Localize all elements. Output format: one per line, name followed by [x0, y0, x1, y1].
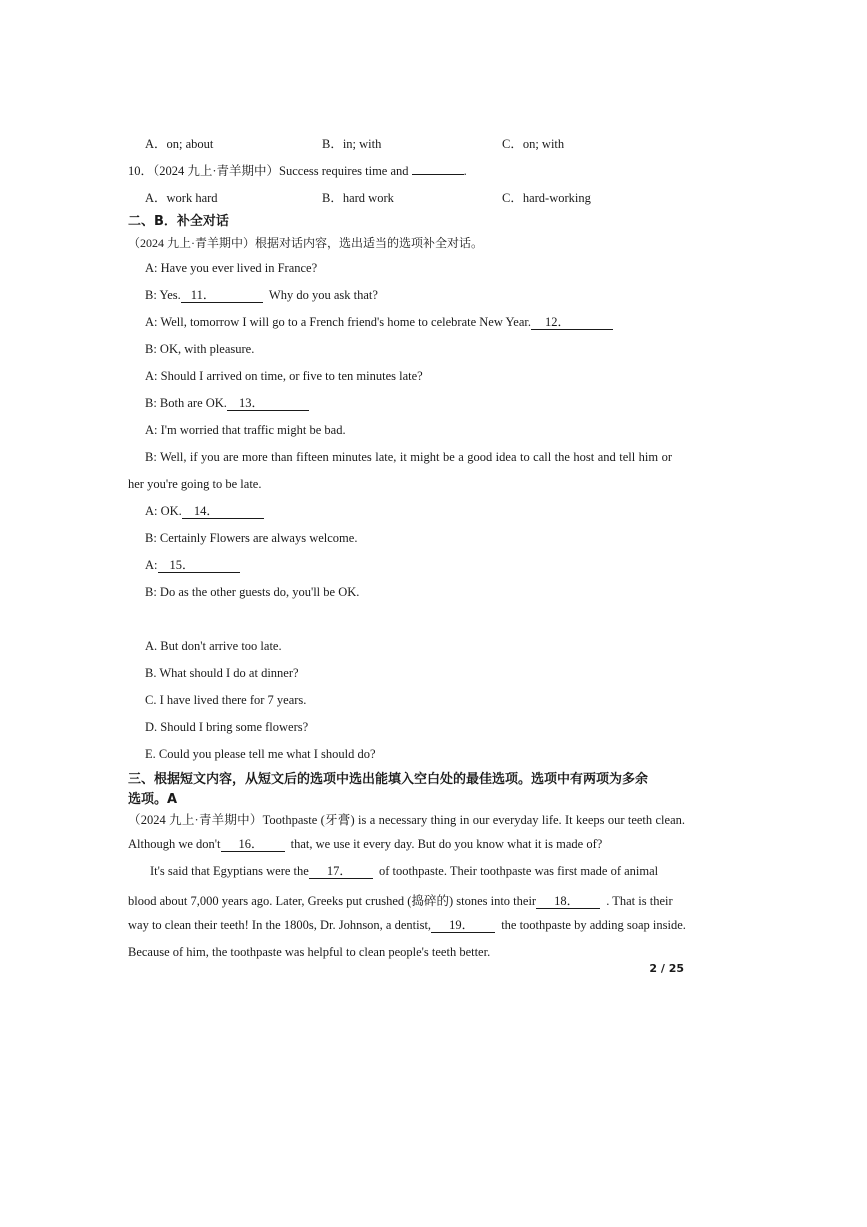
passage-text: of toothpaste. Their toothpaste was first made of animal: [378, 864, 659, 878]
dialog-text: A: Well, tomorrow I will go to a French friend's home to celebrate New Year.: [145, 315, 531, 329]
passage-line-2: [128, 837, 602, 852]
passage-text: blood about 7,000 years ago. Later, Greeks put crushed (捣碎的) stones into their: [128, 894, 537, 908]
answer-blank-15: 15．: [158, 559, 240, 573]
passage-line-4: [128, 891, 673, 909]
q10-option-c: C．hard-working: [502, 191, 591, 205]
answer-blank-18: 18．: [536, 895, 600, 909]
q10-stem-prefix: 10．（2024 九上·青羊期中）Success requires time and: [128, 164, 409, 178]
answer-blank-13: 13．: [227, 397, 309, 411]
option-a: A. But don't arrive too late.: [145, 639, 282, 653]
option-d: D. Should I bring some flowers?: [145, 720, 309, 734]
q10-stem: [128, 161, 467, 179]
q9-option-a: A．on; about: [145, 137, 214, 151]
section3-title-line1: 三、根据短文内容，从短文后的选项中选出能填入空白处的最佳选项。选项中有两项为多余: [128, 772, 649, 787]
dialog-text: A: OK.: [145, 504, 182, 518]
dialog-line-2: [145, 288, 378, 303]
answer-blank-17: 17．: [309, 865, 373, 879]
passage-line-3: [150, 864, 658, 879]
passage-text: the toothpaste by adding soap inside.: [501, 918, 686, 932]
dialog-line-11: [145, 558, 240, 573]
section2-title: 二、B．补全对话: [128, 214, 229, 229]
answer-blank-16: 16．: [221, 838, 285, 852]
dialog-text: Why do you ask that?: [268, 288, 378, 302]
dialog-text: B: Yes.: [145, 288, 181, 302]
passage-text: way to clean their teeth! In the 1800s, Dr. Johnson, a dentist,: [128, 918, 432, 932]
dialog-text: B: Both are OK.: [145, 396, 227, 410]
answer-blank-14: 14．: [182, 505, 264, 519]
section2-intro: （2024 九上·青羊期中）根据对话内容，选出适当的选项补全对话。: [128, 236, 483, 250]
dialog-line-6: [145, 396, 309, 411]
answer-blank-11: 11．: [181, 289, 263, 303]
passage-line-1: （2024 九上·青羊期中）Toothpaste (牙膏) is a necessary thing in our everyday life. It keeps our teeth clean.: [128, 813, 685, 827]
q10-stem-suffix: .: [463, 164, 467, 178]
dialog-line-5: A: Should I arrived on time, or five to ten minutes late?: [145, 369, 423, 383]
dialog-line-9: [145, 504, 264, 519]
option-c: C. I have lived there for 7 years.: [145, 693, 307, 707]
q9-option-c: C．on; with: [502, 137, 565, 151]
dialog-line-7: A: I'm worried that traffic might be bad.: [145, 423, 346, 437]
dialog-line-3: [145, 315, 613, 330]
q10-option-b: B．hard work: [322, 191, 394, 205]
passage-text: . That is their: [606, 894, 673, 908]
page-number: 2 / 25: [649, 962, 684, 975]
passage-text: It's said that Egyptians were the: [150, 864, 309, 878]
q9-option-b: B．in; with: [322, 137, 382, 151]
dialog-text: A:: [145, 558, 158, 572]
answer-blank-19: 19．: [431, 919, 495, 933]
dialog-line-8a: B: Well, if you are more than fifteen minutes late, it might be a good idea to call the host and tell him or: [145, 450, 672, 464]
option-b: B. What should I do at dinner?: [145, 666, 299, 680]
q10-option-a: A．work hard: [145, 191, 218, 205]
dialog-line-4: B: OK, with pleasure.: [145, 342, 255, 356]
dialog-line-8b: her you're going to be late.: [128, 477, 262, 491]
dialog-line-10: B: Certainly Flowers are always welcome.: [145, 531, 358, 545]
passage-line-5: [128, 918, 686, 933]
answer-blank-12: 12．: [531, 316, 613, 330]
section3-title-line2: 选项。A: [128, 792, 178, 807]
passage-text: Although we don't: [128, 837, 221, 851]
q10-blank: [412, 174, 464, 175]
dialog-line-1: A: Have you ever lived in France?: [145, 261, 318, 275]
option-e: E. Could you please tell me what I should do?: [145, 747, 376, 761]
passage-line-6: Because of him, the toothpaste was helpful to clean people's teeth better.: [128, 945, 491, 959]
passage-text: that, we use it every day. But do you know what it is made of?: [290, 837, 603, 851]
dialog-line-12: B: Do as the other guests do, you'll be OK.: [145, 585, 360, 599]
